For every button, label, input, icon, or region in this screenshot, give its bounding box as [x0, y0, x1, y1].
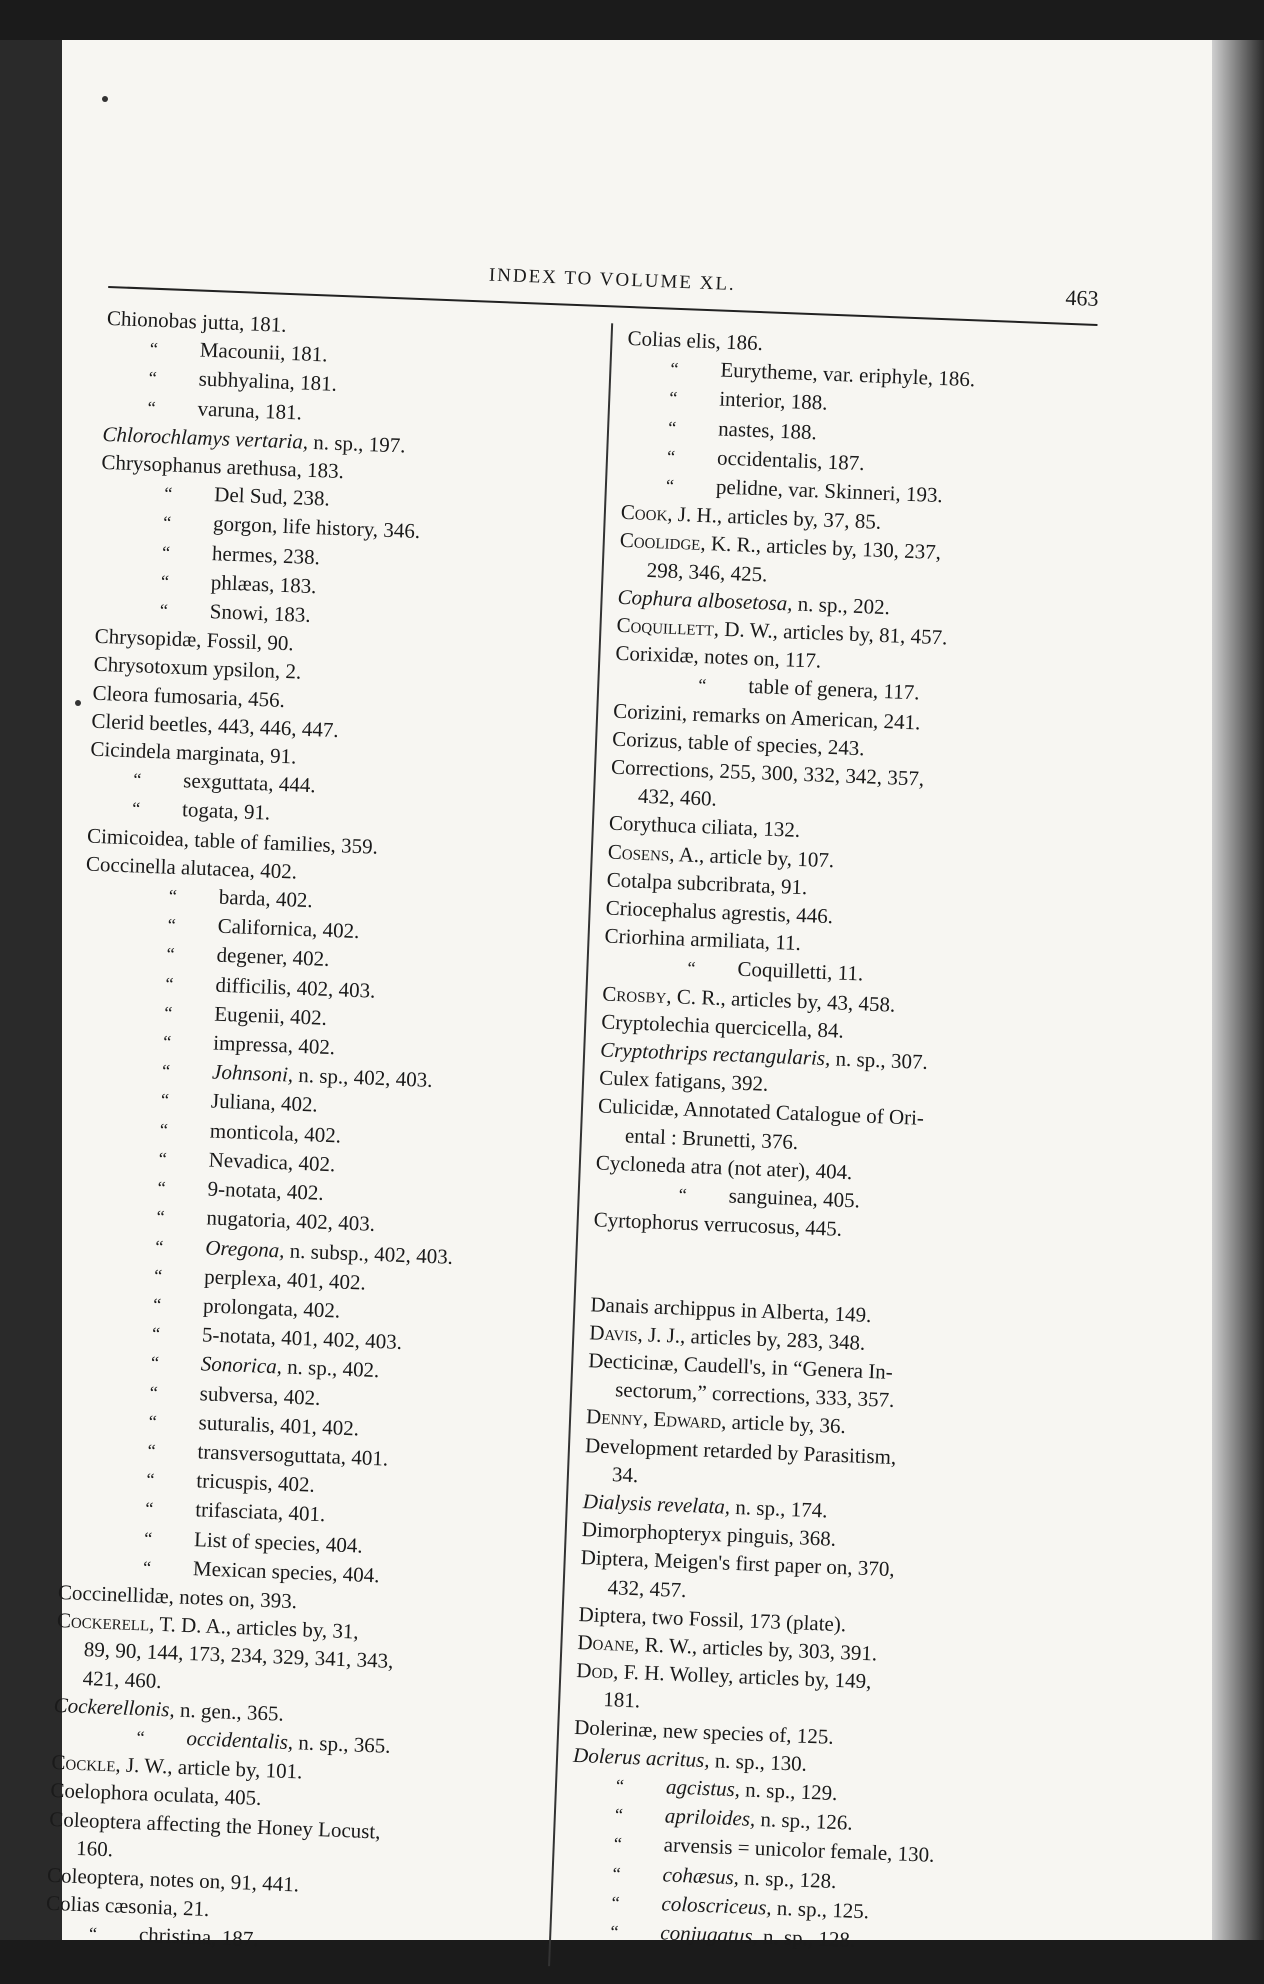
left-column — [44, 304, 576, 1964]
entry-text: Colias elis, 186. — [627, 325, 764, 356]
author-name: Cockerell, — [56, 1608, 155, 1636]
entry-text: J. W., article by, 101. — [120, 1752, 303, 1784]
entry-text: R. W., articles by, 303, 391. — [639, 1632, 878, 1666]
ditto-mark: “ — [147, 397, 156, 418]
ditto-mark: “ — [162, 1031, 172, 1053]
entry-text: n. sp., 202. — [792, 591, 891, 620]
page-number: 463 — [1065, 284, 1099, 311]
entry-text: n. sp., 197. — [307, 429, 406, 458]
entry-text: n. sp., 130. — [709, 1747, 808, 1776]
ditto-mark: “ — [161, 541, 171, 563]
entry-text: monticola, 402. — [209, 1118, 342, 1148]
entry-text: Eurytheme, var. eriphyle, 186. — [720, 357, 976, 392]
entry-text: Criorhina armiliata, 11. — [604, 923, 802, 956]
ditto-mark: “ — [143, 1527, 153, 1549]
ditto-mark: “ — [667, 417, 677, 438]
entry-text: Danais archippus in Alberta, 149. — [590, 1291, 872, 1327]
ditto-mark: “ — [160, 1090, 170, 1111]
ditto-mark: “ — [148, 368, 158, 389]
entry-text: gorgon, life history, 346. — [212, 511, 421, 544]
entry-text: Diptera, two Fossil, 173 (plate). — [578, 1601, 847, 1637]
entry-text: T. D. A., articles by, 31, — [154, 1611, 360, 1644]
entry-text: Eugenii, 402. — [213, 1001, 328, 1030]
entry-text: trifasciata, 401. — [194, 1497, 326, 1527]
ditto-mark: “ — [157, 1177, 167, 1198]
author-name: Doane, — [577, 1629, 641, 1657]
entry-text: Chrysophanus arethusa, 183. — [101, 449, 345, 484]
ditto-mark: “ — [146, 1469, 155, 1490]
author-name: Denny, Edward, — [585, 1404, 727, 1434]
entry-text: Culicidæ, Annotated Catalogue of Ori- — [597, 1093, 925, 1131]
ditto-mark: “ — [614, 1804, 624, 1825]
ditto-mark: “ — [670, 358, 679, 380]
author-name: Cockle, — [51, 1750, 122, 1777]
ditto-mark: “ — [164, 1002, 173, 1023]
entry-text: Snowi, 183. — [209, 599, 312, 628]
entry-text: Dolerinæ, new species of, 125. — [573, 1714, 835, 1749]
entry-text: Development retarded by Parasitism, — [584, 1432, 897, 1469]
italic-term: Sonorica, — [200, 1351, 283, 1379]
entry-text: J. H., articles by, 37, 85. — [672, 502, 882, 535]
ditto-mark: “ — [150, 1352, 160, 1374]
entry-text: barda, 402. — [218, 884, 314, 913]
entry-text: 432, 457. — [607, 1574, 687, 1602]
entry-text: F. H. Wolley, articles by, 149, — [618, 1659, 872, 1694]
entry-text: Coccinellidæ, notes on, 393. — [57, 1579, 298, 1614]
author-name: Cosens, — [607, 839, 676, 866]
author-name: Davis, — [588, 1319, 644, 1346]
entry-text: Criocephalus agrestis, 446. — [605, 895, 834, 929]
ditto-mark: “ — [88, 1923, 98, 1945]
entry-text: Juliana, 402. — [210, 1089, 319, 1118]
entry-text: Macounii, 181. — [199, 337, 328, 367]
ditto-mark: “ — [160, 571, 170, 592]
ditto-mark: “ — [163, 483, 173, 504]
entry-text: 298, 346, 425. — [646, 557, 768, 587]
ditto-mark: “ — [132, 769, 142, 790]
ditto-mark: “ — [610, 1921, 619, 1942]
ditto-mark: “ — [161, 1060, 171, 1082]
entry-text: Mexican species, 404. — [192, 1555, 381, 1588]
entry-text: Cicindela marginata, 91. — [89, 736, 297, 769]
entry-text: nastes, 188. — [717, 416, 818, 444]
entry-text: Corizini, remarks on American, 241. — [612, 698, 921, 735]
entry-text: ental : Brunetti, 376. — [624, 1123, 799, 1154]
entry-text: K. R., articles by, 130, 237, — [705, 531, 942, 565]
italic-term: Cockerellonis, — [53, 1692, 176, 1722]
ditto-mark: “ — [687, 958, 696, 979]
entry-text: suturalis, 401, 402. — [198, 1410, 360, 1441]
entry-text: Coelophora oculata, 405. — [49, 1778, 262, 1811]
index-content — [44, 240, 1099, 1984]
author-name: Coquillett, — [616, 612, 720, 641]
entry-text: tricuspis, 402. — [195, 1468, 316, 1497]
entry-text: hermes, 238. — [211, 540, 321, 569]
entry-text: n. sp., 402, 403. — [292, 1062, 433, 1093]
author-name: Cook, — [620, 500, 674, 527]
entry-text: n. sp., 129. — [739, 1777, 838, 1806]
ditto-mark: “ — [665, 475, 675, 496]
author-name: Crosby, — [601, 981, 673, 1008]
italic-term: Dolerus acritus, — [572, 1742, 711, 1772]
entry-text: Coleoptera, notes on, 91, 441. — [46, 1862, 300, 1897]
entry-text: Corrections, 255, 300, 332, 342, 357, — [610, 754, 925, 791]
entry-text: degener, 402. — [216, 943, 330, 972]
entry-text: n. sp., 307. — [829, 1046, 929, 1075]
ditto-mark: “ — [168, 885, 178, 907]
entry-text: Cleora fumosaria, 456. — [92, 680, 286, 712]
ditto-mark: “ — [162, 512, 172, 533]
italic-term: agcistus, — [665, 1774, 741, 1802]
ditto-mark: “ — [142, 1556, 152, 1578]
entry-text: Cotalpa subcribrata, 91. — [606, 867, 808, 900]
entry-text: occidentalis, 187. — [716, 445, 866, 475]
italic-term: Johnsoni, — [211, 1059, 294, 1087]
ditto-mark: “ — [151, 1323, 161, 1344]
right-column — [565, 324, 1097, 1984]
ditto-mark: “ — [615, 1775, 625, 1796]
entry-text: D. W., articles by, 81, 457. — [718, 616, 948, 650]
entry-text: Decticinæ, Caudell's, in “Genera In- — [587, 1348, 894, 1384]
ink-speck — [75, 700, 81, 706]
entry-text: sectorum,” corrections, 333, 357. — [614, 1377, 895, 1413]
ditto-mark: “ — [159, 600, 169, 621]
italic-term: Oregona, — [204, 1234, 285, 1262]
entry-text: n. subsp., 402, 403. — [284, 1237, 454, 1269]
entry-text: Nevadica, 402. — [208, 1147, 336, 1177]
entry-text: J. J., articles by, 283, 348. — [642, 1321, 866, 1355]
entry-text: 432, 460. — [637, 783, 718, 811]
ditto-mark: “ — [144, 1498, 154, 1519]
entry-text: phlæas, 183. — [210, 569, 317, 598]
entry-text: christina, 187. — [138, 1922, 259, 1952]
entry-text: Cryptolechia quercicella, 84. — [600, 1009, 845, 1043]
author-name: Coolidge, — [619, 528, 707, 556]
entry-text: impressa, 402. — [212, 1030, 336, 1060]
ditto-mark: “ — [149, 338, 159, 360]
entry-text: sexguttata, 444. — [182, 768, 317, 798]
entry-text: n. sp., 128. — [757, 1924, 856, 1952]
ditto-mark: “ — [611, 1892, 620, 1913]
entry-text: Cyrtophorus verrucosus, 445. — [593, 1207, 843, 1242]
ink-speck — [102, 96, 108, 102]
ditto-mark: “ — [612, 1863, 622, 1884]
ditto-mark: “ — [165, 973, 174, 994]
entry-text: Del Sud, 238. — [213, 482, 331, 511]
entry-text: n. sp., 174. — [729, 1494, 829, 1523]
entry-text: prolongata, 402. — [202, 1293, 341, 1323]
entry-text: 160. — [75, 1835, 114, 1862]
italic-term: Cophura albosetosa, — [617, 584, 794, 616]
entry-text: 34. — [611, 1461, 639, 1487]
entry-text: arvensis = unicolor female, 130. — [663, 1832, 935, 1868]
ditto-mark: “ — [131, 798, 141, 820]
entry-text: n. gen., 365. — [174, 1697, 285, 1726]
italic-term: Dialysis revelata, — [582, 1489, 731, 1519]
entry-text: 5-notata, 401, 402, 403. — [201, 1322, 403, 1355]
entry-text: Chionobas jutta, 181. — [106, 305, 288, 337]
entry-text: table of genera, 117. — [747, 674, 920, 705]
ditto-mark: “ — [678, 1184, 688, 1205]
ditto-mark: “ — [148, 1411, 158, 1432]
entry-text: 9-notata, 402. — [207, 1176, 325, 1205]
author-name: Dod, — [575, 1658, 619, 1684]
entry-text: Coquilletti, 11. — [737, 957, 864, 986]
entry-text: Dimorphopteryx pinguis, 368. — [581, 1517, 837, 1551]
entry-text: difficilis, 402, 403. — [215, 972, 376, 1003]
entry-text: Corizus, table of species, 243. — [611, 726, 866, 761]
entry-text: pelidne, var. Skinneri, 193. — [715, 474, 944, 508]
entry-text: Diptera, Meigen's first paper on, 370, — [580, 1545, 896, 1582]
entry-text: Californica, 402. — [217, 913, 360, 944]
ditto-mark: “ — [149, 1381, 159, 1403]
ditto-mark: “ — [153, 1265, 163, 1286]
ditto-mark: “ — [613, 1833, 623, 1855]
entry-text: Colias cæsonia, 21. — [45, 1890, 210, 1922]
italic-term: apriloides, — [664, 1803, 756, 1832]
page-edge-shadow — [1212, 40, 1264, 1940]
ditto-mark: “ — [697, 675, 707, 696]
header-title: INDEX TO VOLUME XL. — [488, 264, 737, 296]
entry-text: transversoguttata, 401. — [197, 1439, 389, 1471]
entry-text: article by, 36. — [726, 1409, 847, 1439]
ditto-mark: “ — [147, 1440, 156, 1461]
entry-text: n. sp., 365. — [292, 1730, 392, 1758]
entry-text: C. R., articles by, 43, 458. — [671, 983, 896, 1017]
entry-text: Chrysotoxum ypsilon, 2. — [93, 652, 302, 685]
entry-text: Corixidæ, notes on, 117. — [615, 640, 822, 673]
entry-text: togata, 91. — [181, 797, 271, 826]
entry-text: Culex fatigans, 392. — [598, 1065, 769, 1097]
entry-text: Coleoptera affecting the Honey Locust, — [48, 1806, 382, 1844]
ditto-mark: “ — [155, 1235, 164, 1257]
ditto-mark: “ — [152, 1294, 162, 1315]
italic-term: Cryptothrips rectangularis, — [599, 1037, 831, 1071]
ditto-mark: “ — [668, 388, 678, 409]
entry-text: n. sp., 126. — [754, 1807, 854, 1835]
entry-text: 89, 90, 144, 173, 234, 329, 341, 343, — [83, 1637, 394, 1674]
ditto-mark: “ — [136, 1727, 145, 1748]
italic-term: cohæsus, — [662, 1861, 740, 1889]
entry-text: 421, 460. — [82, 1665, 162, 1693]
entry-text: subversa, 402. — [199, 1380, 321, 1410]
entry-text: 181. — [602, 1687, 641, 1713]
entry-text: n. sp., 402. — [281, 1354, 380, 1383]
entry-text: A., article by, 107. — [674, 841, 835, 872]
entry-text: Corythuca ciliata, 132. — [608, 811, 801, 843]
ditto-mark: “ — [159, 1119, 169, 1140]
italic-term: Chlorochlamys vertaria, — [102, 421, 309, 454]
entry-text: varuna, 181. — [197, 396, 303, 425]
ditto-mark: “ — [156, 1206, 165, 1228]
entry-text: nugatoria, 402, 403. — [206, 1205, 376, 1237]
entry-text: sanguinea, 405. — [728, 1183, 861, 1213]
entry-text: subhyalina, 181. — [198, 366, 338, 397]
left-page-edge — [0, 40, 62, 1940]
entry-text: Cycloneda atra (not ater), 404. — [595, 1150, 853, 1185]
entry-text: Cimicoidea, table of families, 359. — [86, 823, 379, 859]
ditto-mark: “ — [158, 1148, 168, 1169]
entry-text: perplexa, 401, 402. — [203, 1264, 367, 1295]
ditto-mark: “ — [166, 944, 176, 965]
entry-text: n. sp., 128. — [738, 1864, 837, 1893]
entry-text: List of species, 404. — [193, 1526, 364, 1558]
italic-term: conjugatus, — [659, 1920, 759, 1949]
entry-text: Chrysopidæ, Fossil, 90. — [94, 623, 295, 656]
entry-text: interior, 188. — [718, 386, 828, 416]
ditto-mark: “ — [666, 446, 676, 467]
entry-text: Clerid beetles, 443, 446, 447. — [91, 708, 340, 742]
index-columns — [44, 304, 1096, 1984]
ditto-mark: “ — [167, 914, 177, 936]
entry-text: n. sp., 125. — [771, 1895, 870, 1924]
entry-text: Coccinella alutacea, 402. — [85, 851, 298, 884]
italic-term: occidentalis, — [186, 1726, 294, 1755]
italic-term: coloscriceus, — [661, 1891, 773, 1920]
